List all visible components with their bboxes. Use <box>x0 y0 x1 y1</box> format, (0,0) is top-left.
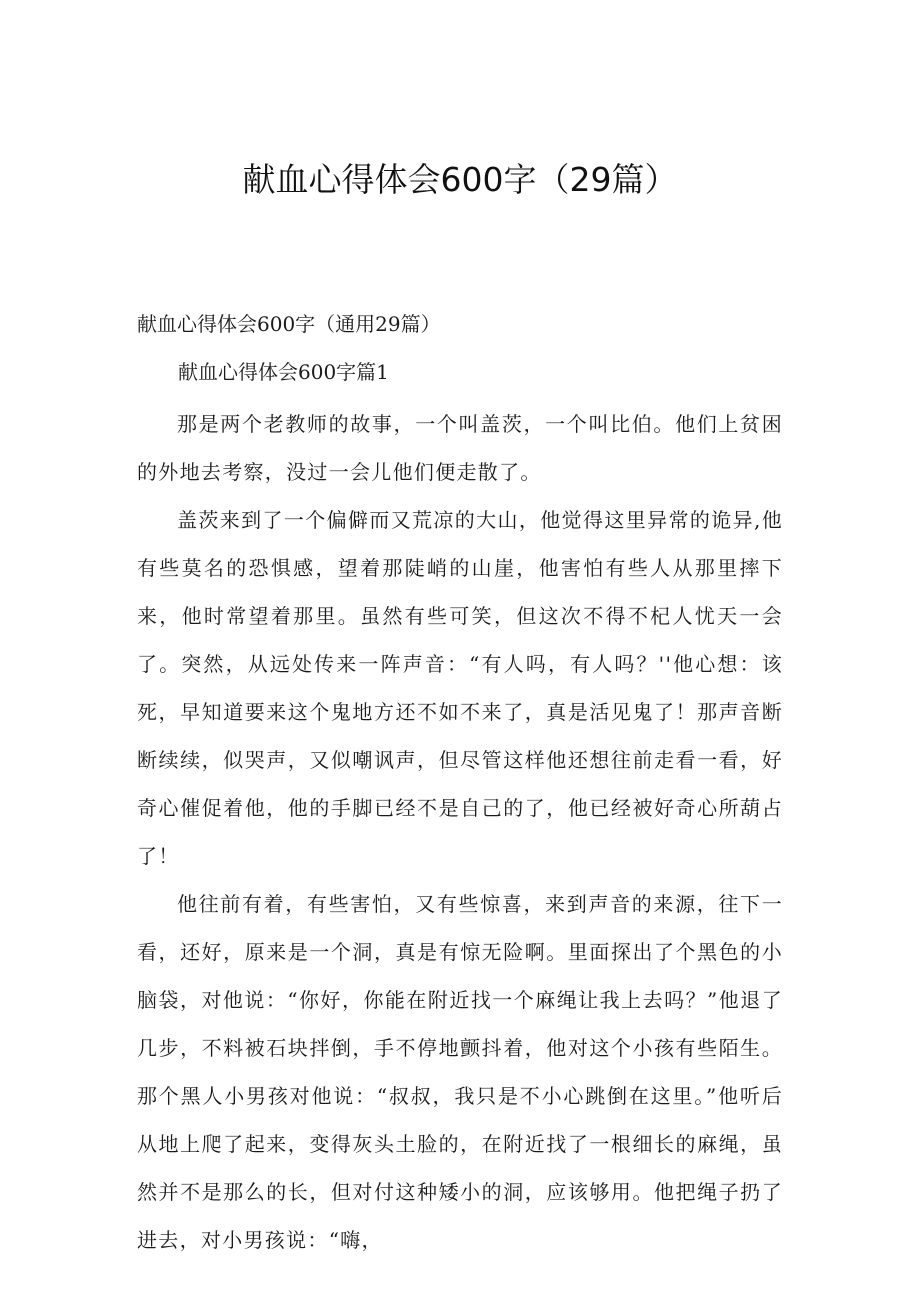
paragraph: 那是两个老教师的故事，一个叫盖茨，一个叫比伯。他们上贫困的外地去考察，没过一会儿他们便走散了。 <box>137 412 783 484</box>
section-heading: 献血心得体会600字篇1 <box>178 360 389 384</box>
document-title: 献血心得体会600字（29篇） <box>242 160 678 199</box>
paragraph: 他往前有着，有些害怕，又有些惊喜，来到声音的来源，往下一看，还好，原来是一个洞，真是有惊无险啊。里面探出了个黑色的小脑袋，对他说：“你好，你能在附近找一个麻绳让我上去吗？”他退了几步，不料被石块拌倒，手不停地颤抖着，他对这个小孩有些陌生。那个黑人小男孩对他说：“叔叔，我只是不小心跳倒在这里。”他听后从地上爬了起来，变得灰头土脸的，在附近找了一根细长的麻绳，虽然并不是那么的长，但对付这种矮小的洞，应该够用。他把绳子扔了进去，对小男孩说：“嗨， <box>137 892 783 1252</box>
document-body <box>137 400 783 1264</box>
document-subtitle: 献血心得体会600字（通用29篇） <box>137 312 441 336</box>
paragraph: 盖茨来到了一个偏僻而又荒凉的大山，他觉得这里异常的诡异,他有些莫名的恐惧感，望着那陡峭的山崖，他害怕有些人从那里摔下来，他时常望着那里。虽然有些可笑，但这次不得不杞人忧天一会了。突然，从远处传来一阵声音：“有人吗，有人吗？''他心想：该死，早知道要来这个鬼地方还不如不来了，真是活见鬼了！那声音断断续续，似哭声，又似嘲讽声，但尽管这样他还想往前走看一看，好奇心催促着他，他的手脚已经不是自己的了，他已经被好奇心所葫占了！ <box>137 508 783 868</box>
